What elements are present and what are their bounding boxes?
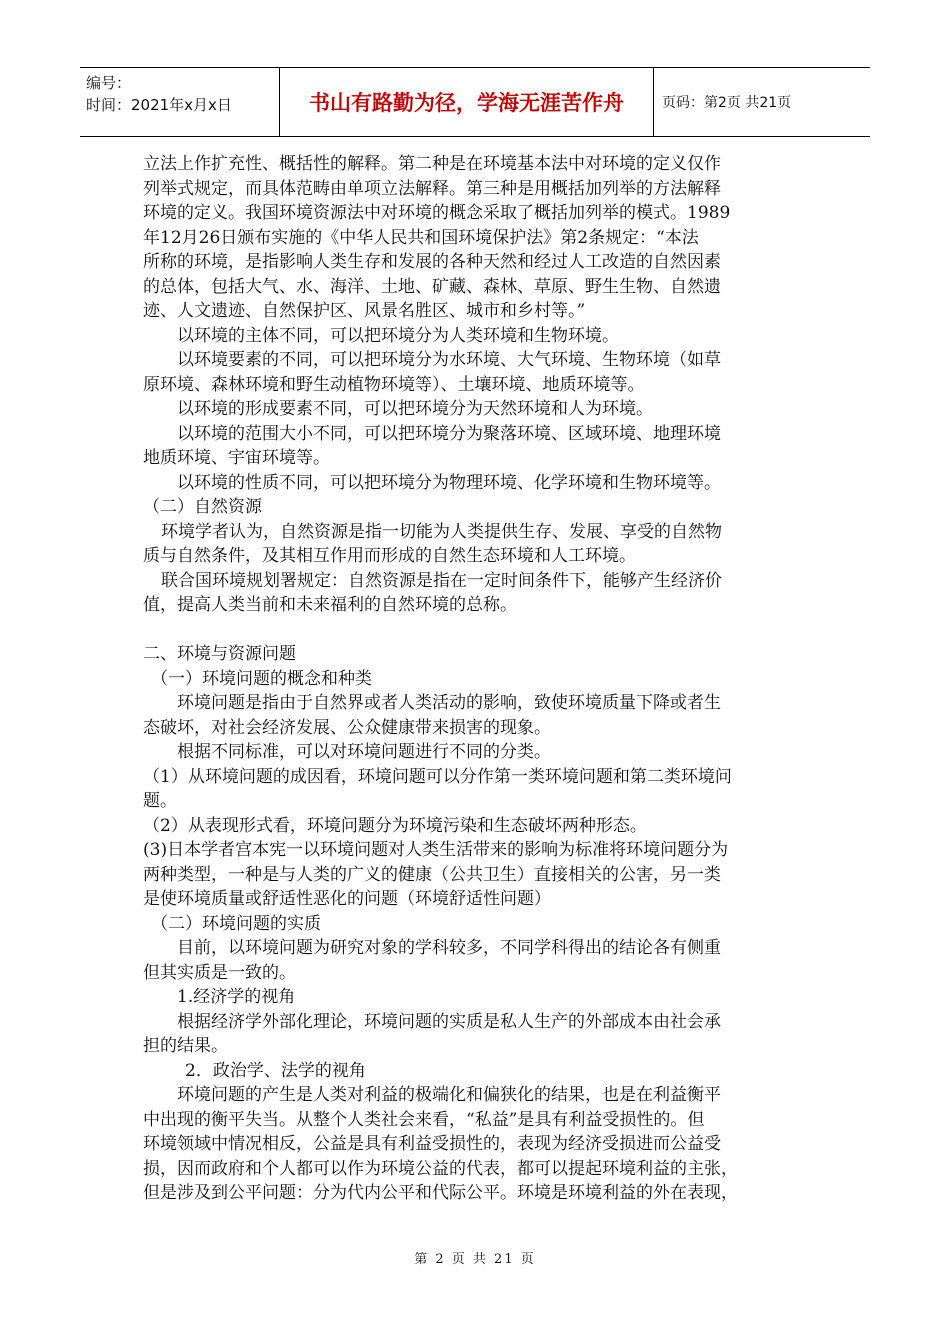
header-motto: 书山有路勤为径，学海无涯苦作舟 bbox=[280, 68, 654, 136]
text-line: 以环境的性质不同，可以把环境分为物理环境、化学环境和生物环境等。 bbox=[177, 472, 721, 493]
text-line: 根据经济学外部化理论，环境问题的实质是私人生产的外部成本由社会承 bbox=[177, 1011, 721, 1032]
text-line: （1）从环境问题的成因看，环境问题可以分作第一类环境问题和第二类环境问 bbox=[143, 766, 732, 787]
header-page-info: 页码：第2页 共21页 bbox=[662, 95, 792, 111]
text-line: 根据不同标准，可以对环境问题进行不同的分类。 bbox=[177, 742, 551, 762]
text-line: 目前，以环境问题为研究对象的学科较多，不同学科得出的结论各有侧重 bbox=[177, 938, 721, 958]
text-line: 联合国环境规划署规定：自然资源是指在一定时间条件下，能够产生经济价 bbox=[161, 570, 722, 591]
text-line: 是使环境质量或舒适性恶化的问题（环境舒适性问题） bbox=[143, 889, 551, 909]
text-line: 迹、人文遗迹、自然保护区、风景名胜区、城市和乡村等。” bbox=[143, 301, 586, 321]
text-line: 担的结果。 bbox=[143, 1036, 228, 1056]
text-line: 列举式规定，而具体范畴由单项立法解释。第三种是用概括加列举的方法解释 bbox=[143, 178, 721, 199]
text-line: 所称的环境，是指影响人类生存和发展的各种天然和经过人工改造的自然因素 bbox=[143, 252, 721, 272]
text-line: 以环境的形成要素不同，可以把环境分为天然环境和人为环境。 bbox=[177, 399, 653, 419]
text-line: 的总体，包括大气、水、海洋、土地、矿藏、森林、草原、野生生物、自然遗 bbox=[143, 276, 721, 297]
text-line: 但是涉及到公平问题：分为代内公平和代际公平。环境是环境利益的外在表现， bbox=[143, 1183, 738, 1203]
document-body bbox=[143, 152, 813, 1206]
sub-heading: 2．政治学、法学的视角 bbox=[185, 1060, 366, 1081]
header-meta-cell bbox=[80, 68, 280, 136]
time-label: 时间：2021年x月x日 bbox=[86, 96, 232, 114]
section-heading: （二）环境问题的实质 bbox=[151, 913, 321, 934]
number-label: 编号： bbox=[86, 74, 132, 92]
sub-heading: 1.经济学的视角 bbox=[177, 987, 296, 1007]
text-line: 两种类型，一种是与人类的广义的健康（公共卫生）直接相关的公害，另一类 bbox=[143, 864, 721, 885]
section-heading: （二）自然资源 bbox=[143, 497, 262, 517]
text-line: 地质环境、宇宙环境等。 bbox=[143, 448, 330, 468]
text-line: 环境问题是指由于自然界或者人类活动的影响，致使环境质量下降或者生 bbox=[177, 693, 721, 713]
text-line: 中出现的衡平失当。从整个人类社会来看，“私益”是具有利益受损性的。但 bbox=[143, 1109, 705, 1130]
text-line: 以环境的主体不同，可以把环境分为人类环境和生物环境。 bbox=[177, 325, 619, 346]
text-line: 态破坏，对社会经济发展、公众健康带来损害的现象。 bbox=[143, 717, 551, 738]
text-line: (3)日本学者宫本宪一以环境问题对人类生活带来的影响为标准将环境问题分为 bbox=[143, 840, 729, 860]
header-table bbox=[80, 67, 870, 137]
text-line: 损，因而政府和个人都可以作为环境公益的代表，都可以提起环境利益的主张， bbox=[143, 1158, 738, 1179]
text-line: 立法上作扩充性、概括性的解释。第二种是在环境基本法中对环境的定义仅作 bbox=[143, 154, 721, 174]
text-line: 环境领域中情况相反，公益是具有利益受损性的，表现为经济受损进而公益受 bbox=[143, 1134, 721, 1154]
text-line: 年12月26日颁布实施的《中华人民共和国环境保护法》第2条规定：“本法 bbox=[143, 227, 699, 248]
text-line: 以环境的范围大小不同，可以把环境分为聚落环境、区域环境、地理环境 bbox=[177, 423, 721, 444]
text-line: 但其实质是一致的。 bbox=[143, 962, 296, 983]
text-line: 环境问题的产生是人类对利益的极端化和偏狭化的结果，也是在利益衡平 bbox=[177, 1085, 721, 1105]
section-heading: 二、环境与资源问题 bbox=[143, 644, 296, 664]
section-heading: （一）环境问题的概念和种类 bbox=[151, 668, 372, 689]
text-line: （2）从表现形式看，环境问题分为环境污染和生态破坏两种形态。 bbox=[143, 815, 647, 836]
text-line: 质与自然条件，及其相互作用而形成的自然生态环境和人工环境。 bbox=[143, 546, 636, 566]
text-line: 题。 bbox=[143, 791, 177, 811]
text-line: 原环境、森林环境和野生动植物环境等）、土壤环境、地质环境等。 bbox=[143, 374, 645, 395]
text-line: 以环境要素的不同，可以把环境分为水环境、大气环境、生物环境（如草 bbox=[177, 350, 721, 370]
page-footer: 第 2 页 共 21 页 bbox=[414, 1252, 536, 1267]
text-line: 环境的定义。我国环境资源法中对环境的概念采取了概括加列举的模式。1989 bbox=[143, 203, 731, 223]
text-line: 值，提高人类当前和未来福利的自然环境的总称。 bbox=[143, 595, 517, 615]
text-line: 环境学者认为，自然资源是指一切能为人类提供生存、发展、享受的自然物 bbox=[161, 521, 722, 542]
blank-line bbox=[143, 618, 813, 643]
